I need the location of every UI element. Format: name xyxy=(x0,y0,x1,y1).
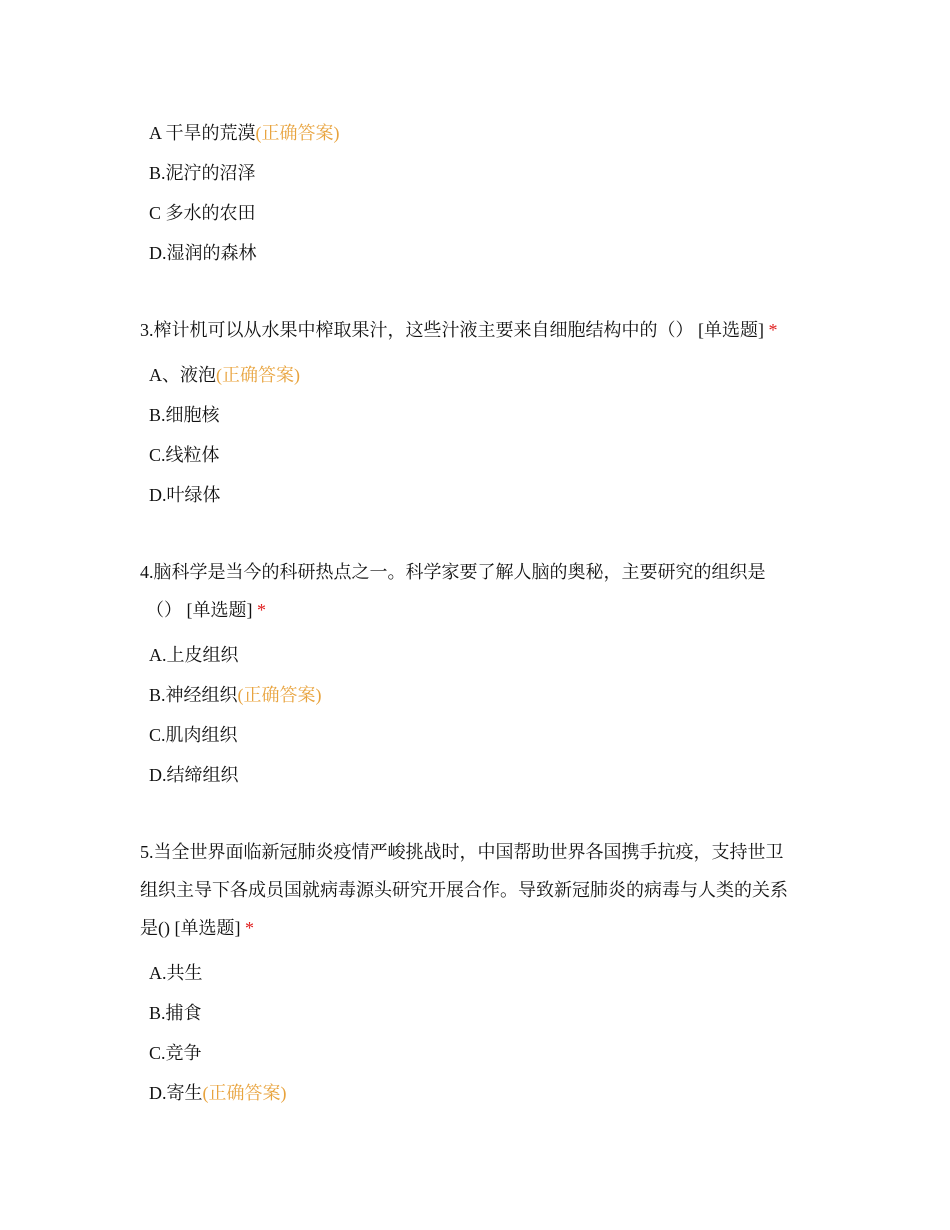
q5-option-b xyxy=(149,1001,202,1025)
q4-option-d xyxy=(149,763,239,787)
q4-option-a xyxy=(149,643,239,667)
q3-option-b xyxy=(149,403,220,427)
q5-question-text xyxy=(140,840,820,864)
q4-question-text xyxy=(140,560,820,584)
option-text: D.叶绿体 xyxy=(149,485,221,505)
option-text: B.细胞核 xyxy=(149,405,220,425)
option-text: C 多水的农田 xyxy=(149,203,256,223)
q2-option-c xyxy=(149,201,256,225)
q4-option-c xyxy=(149,723,238,747)
option-text: D.结缔组织 xyxy=(149,765,239,785)
q5-option-a xyxy=(149,961,203,985)
option-text: A.上皮组织 xyxy=(149,645,239,665)
q5-question-text-line3 xyxy=(140,916,820,940)
option-text: D.寄生 xyxy=(149,1083,203,1103)
q2-option-a xyxy=(149,121,340,145)
question-line: 是() xyxy=(140,918,170,938)
question-type-tag: [单选题] xyxy=(698,320,764,340)
question-line: 5.当全世界面临新冠肺炎疫情严峻挑战时，中国帮助世界各国携手抗疫，支持世卫 xyxy=(140,842,784,862)
option-text: B.神经组织 xyxy=(149,685,238,705)
correct-answer-marker: (正确答案) xyxy=(255,123,340,143)
option-text: B.泥泞的沼泽 xyxy=(149,163,256,183)
q5-question-text-line2 xyxy=(140,878,820,902)
q5-option-c xyxy=(149,1041,202,1065)
option-text: A.共生 xyxy=(149,963,203,983)
q2-option-d xyxy=(149,241,257,265)
required-marker: * xyxy=(245,918,254,938)
required-marker: * xyxy=(257,600,266,620)
question-line: （） xyxy=(146,600,182,620)
q3-option-d xyxy=(149,483,221,507)
option-text: B.捕食 xyxy=(149,1003,202,1023)
question-line: 组织主导下各成员国就病毒源头研究开展合作。导致新冠肺炎的病毒与人类的关系 xyxy=(140,880,788,900)
option-text: C.肌肉组织 xyxy=(149,725,238,745)
q4-option-b xyxy=(149,683,322,707)
option-text: C.竞争 xyxy=(149,1043,202,1063)
q3-question-text xyxy=(140,318,820,342)
option-text: C.线粒体 xyxy=(149,445,220,465)
q4-question-text-line2 xyxy=(146,598,826,622)
question-type-tag: [单选题] xyxy=(186,600,253,620)
q2-option-b xyxy=(149,161,256,185)
required-marker: * xyxy=(768,320,778,340)
correct-answer-marker: (正确答案) xyxy=(202,1083,287,1103)
correct-answer-marker: (正确答案) xyxy=(216,365,300,385)
q3-option-a xyxy=(149,363,300,387)
question-type-tag: [单选题] xyxy=(174,918,241,938)
q5-option-d xyxy=(149,1081,287,1105)
option-text: D.湿润的森林 xyxy=(149,243,257,263)
option-text: A 干旱的荒漠 xyxy=(149,123,256,143)
q3-option-c xyxy=(149,443,220,467)
option-text: A、液泡 xyxy=(149,365,216,385)
question-line: 4.脑科学是当今的科研热点之一。科学家要了解人脑的奥秘，主要研究的组织是 xyxy=(140,562,766,582)
question-line: 3.榨计机可以从水果中榨取果汁，这些汁液主要来自细胞结构中的（） xyxy=(140,320,694,340)
correct-answer-marker: (正确答案) xyxy=(237,685,322,705)
